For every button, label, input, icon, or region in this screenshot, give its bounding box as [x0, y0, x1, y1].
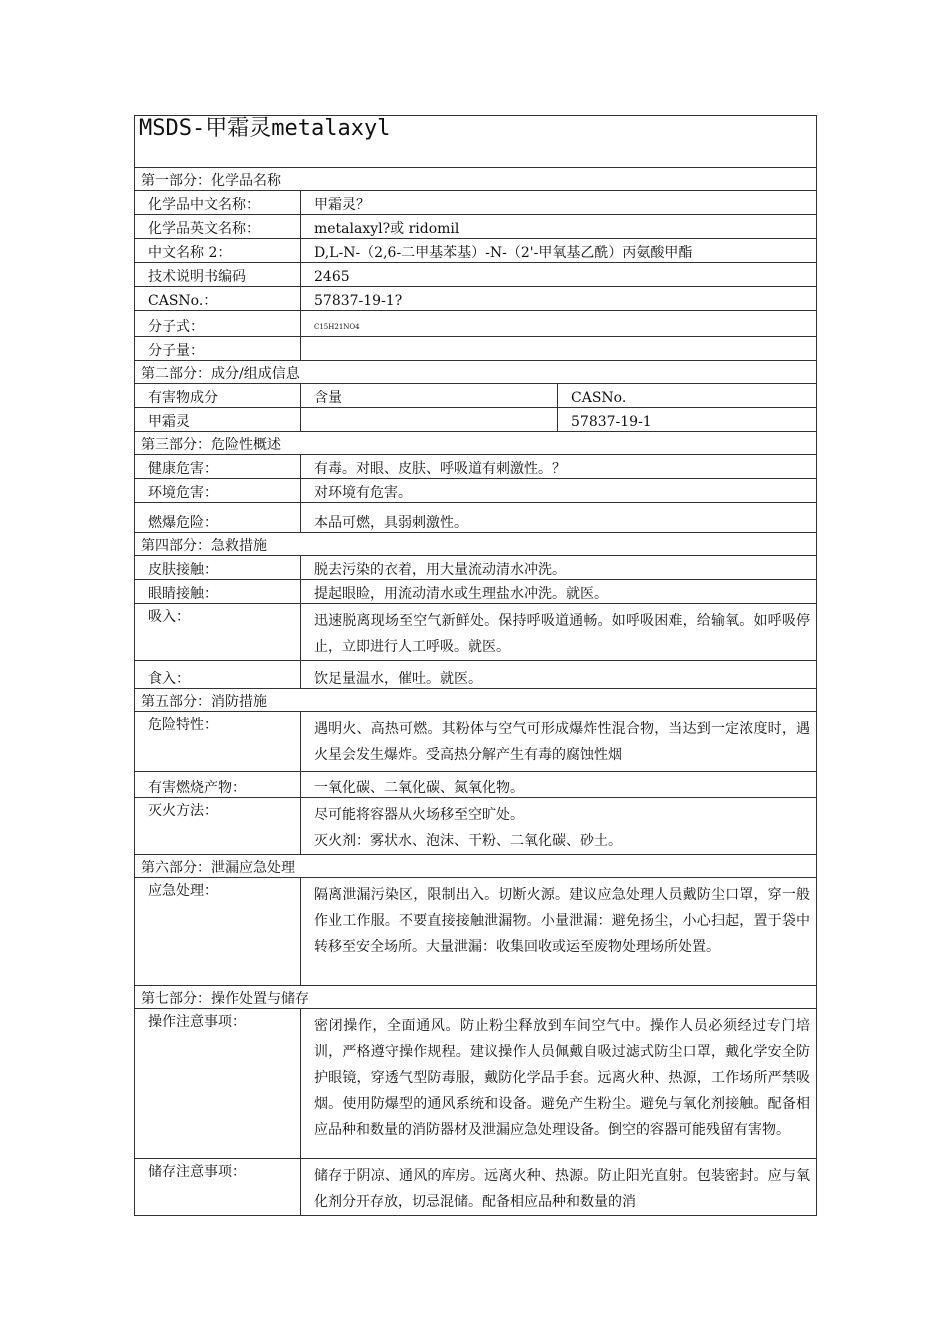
field-label: 燃爆危险： — [135, 503, 301, 533]
field-value: 本品可燃，具弱刺激性。 — [301, 503, 817, 533]
field-value: 密闭操作，全面通风。防止粉尘释放到车间空气中。操作人员必须经过专门培训，严格遵守操作规程。建议操作人员佩戴自吸过滤式防尘口罩，戴化学安全防护眼镜，穿透气型防毒服，戴防化学品手套。远离火种、热源，工作场所严禁吸烟。使用防爆型的通风系统和设备。避免产生粉尘。避免与氧化剂接触。配备相应品种和数量的消防器材及泄漏应急处理设备。倒空的容器可能残留有害物。 — [301, 1009, 817, 1159]
field-label: 健康危害： — [135, 455, 301, 479]
field-value: metalaxyl?或 ridomil — [301, 215, 817, 239]
molecular-formula: C15H21NO4 — [301, 311, 817, 337]
column-header: CASNo. — [558, 384, 817, 408]
field-value: 脱去污染的衣着，用大量流动清水冲洗。 — [301, 556, 817, 580]
field-label: 应急处理： — [135, 878, 301, 986]
table-cell — [301, 408, 558, 432]
field-value: 57837-19-1? — [301, 287, 817, 311]
table-row — [135, 239, 817, 263]
section-header-part5: 第五部分：消防措施 — [135, 689, 817, 712]
field-value: 遇明火、高热可燃。其粉体与空气可形成爆炸性混合物，当达到一定浓度时，遇火星会发生爆炸。受高热分解产生有毒的腐蚀性烟 — [301, 712, 817, 772]
table-row — [135, 311, 817, 337]
field-label: 储存注意事项： — [135, 1159, 301, 1216]
field-value — [301, 337, 817, 361]
field-label: 皮肤接触： — [135, 556, 301, 580]
msds-document — [134, 115, 816, 1216]
section-header-part1: 第一部分：化学品名称 — [135, 168, 817, 191]
field-value: 隔离泄漏污染区，限制出入。切断火源。建议应急处理人员戴防尘口罩，穿一般作业工作服。不要直接接触泄漏物。小量泄漏：避免扬尘，小心扫起，置于袋中转移至安全场所。大量泄漏：收集回收或运至废物处理场所处置。 — [301, 878, 817, 986]
table-row — [135, 604, 817, 661]
field-label: 化学品英文名称： — [135, 215, 301, 239]
field-value: 甲霜灵？ — [301, 191, 817, 215]
field-label: 吸入： — [135, 604, 301, 661]
table-row — [135, 878, 817, 986]
table-row — [135, 191, 817, 215]
table-row — [135, 408, 817, 432]
field-value: 提起眼睑，用流动清水或生理盐水冲洗。就医。 — [301, 580, 817, 604]
field-label: 环境危害： — [135, 479, 301, 503]
field-label: 中文名称 2： — [135, 239, 301, 263]
field-label: 食入： — [135, 661, 301, 689]
table-row — [135, 337, 817, 361]
field-label: 化学品中文名称： — [135, 191, 301, 215]
field-value — [301, 798, 817, 855]
section-header-part4: 第四部分：急救措施 — [135, 533, 817, 556]
table-cell: 57837-19-1 — [558, 408, 817, 432]
table-row — [135, 1009, 817, 1159]
table-row — [135, 287, 817, 311]
extinguish-method-line: 尽可能将容器从火场移至空旷处。 — [314, 807, 524, 823]
section-header-part3: 第三部分：危险性概述 — [135, 432, 817, 455]
field-value: 迅速脱离现场至空气新鲜处。保持呼吸道通畅。如呼吸困难，给输氧。如呼吸停止，立即进行人工呼吸。就医。 — [301, 604, 817, 661]
table-row — [135, 580, 817, 604]
field-label: 分子式： — [135, 311, 301, 337]
field-label: 分子量： — [135, 337, 301, 361]
field-value: 有毒。对眼、皮肤、呼吸道有刺激性。？ — [301, 455, 817, 479]
table-row — [135, 712, 817, 772]
field-label: 眼睛接触： — [135, 580, 301, 604]
extinguishing-agent-line: 灭火剂：雾状水、泡沫、干粉、二氧化碳、砂土。 — [314, 833, 622, 849]
table-row — [135, 556, 817, 580]
field-value: 2465 — [301, 263, 817, 287]
field-label: 灭火方法： — [135, 798, 301, 855]
column-header: 含量 — [301, 384, 558, 408]
table-row — [135, 503, 817, 533]
field-label: 操作注意事项： — [135, 1009, 301, 1159]
column-header: 有害物成分 — [135, 384, 301, 408]
table-row — [135, 215, 817, 239]
table-row — [135, 479, 817, 503]
msds-table — [134, 115, 817, 1216]
table-row — [135, 798, 817, 855]
table-row — [135, 772, 817, 798]
field-label: 有害燃烧产物： — [135, 772, 301, 798]
field-value: 一氧化碳、二氧化碳、氮氧化物。 — [301, 772, 817, 798]
field-value: D,L-N-（2,6-二甲基苯基）-N-（2'-甲氧基乙酰）丙氨酸甲酯 — [301, 239, 817, 263]
field-value: 储存于阴凉、通风的库房。远离火种、热源。防止阳光直射。包装密封。应与氧化剂分开存放，切忌混储。配备相应品种和数量的消 — [301, 1159, 817, 1216]
table-row — [135, 455, 817, 479]
table-row — [135, 263, 817, 287]
table-row — [135, 1159, 817, 1216]
section-header-part7: 第七部分：操作处置与储存 — [135, 986, 817, 1009]
table-cell: 甲霜灵 — [135, 408, 301, 432]
field-label: CASNo.： — [135, 287, 301, 311]
table-header-row — [135, 384, 817, 408]
field-label: 危险特性： — [135, 712, 301, 772]
field-value: 对环境有危害。 — [301, 479, 817, 503]
field-value: 饮足量温水，催吐。就医。 — [301, 661, 817, 689]
section-header-part6: 第六部分：泄漏应急处理 — [135, 855, 817, 878]
document-title: MSDS-甲霜灵metalaxyl — [135, 116, 817, 168]
section-header-part2: 第二部分：成分/组成信息 — [135, 361, 817, 384]
table-row — [135, 661, 817, 689]
field-label: 技术说明书编码 — [135, 263, 301, 287]
